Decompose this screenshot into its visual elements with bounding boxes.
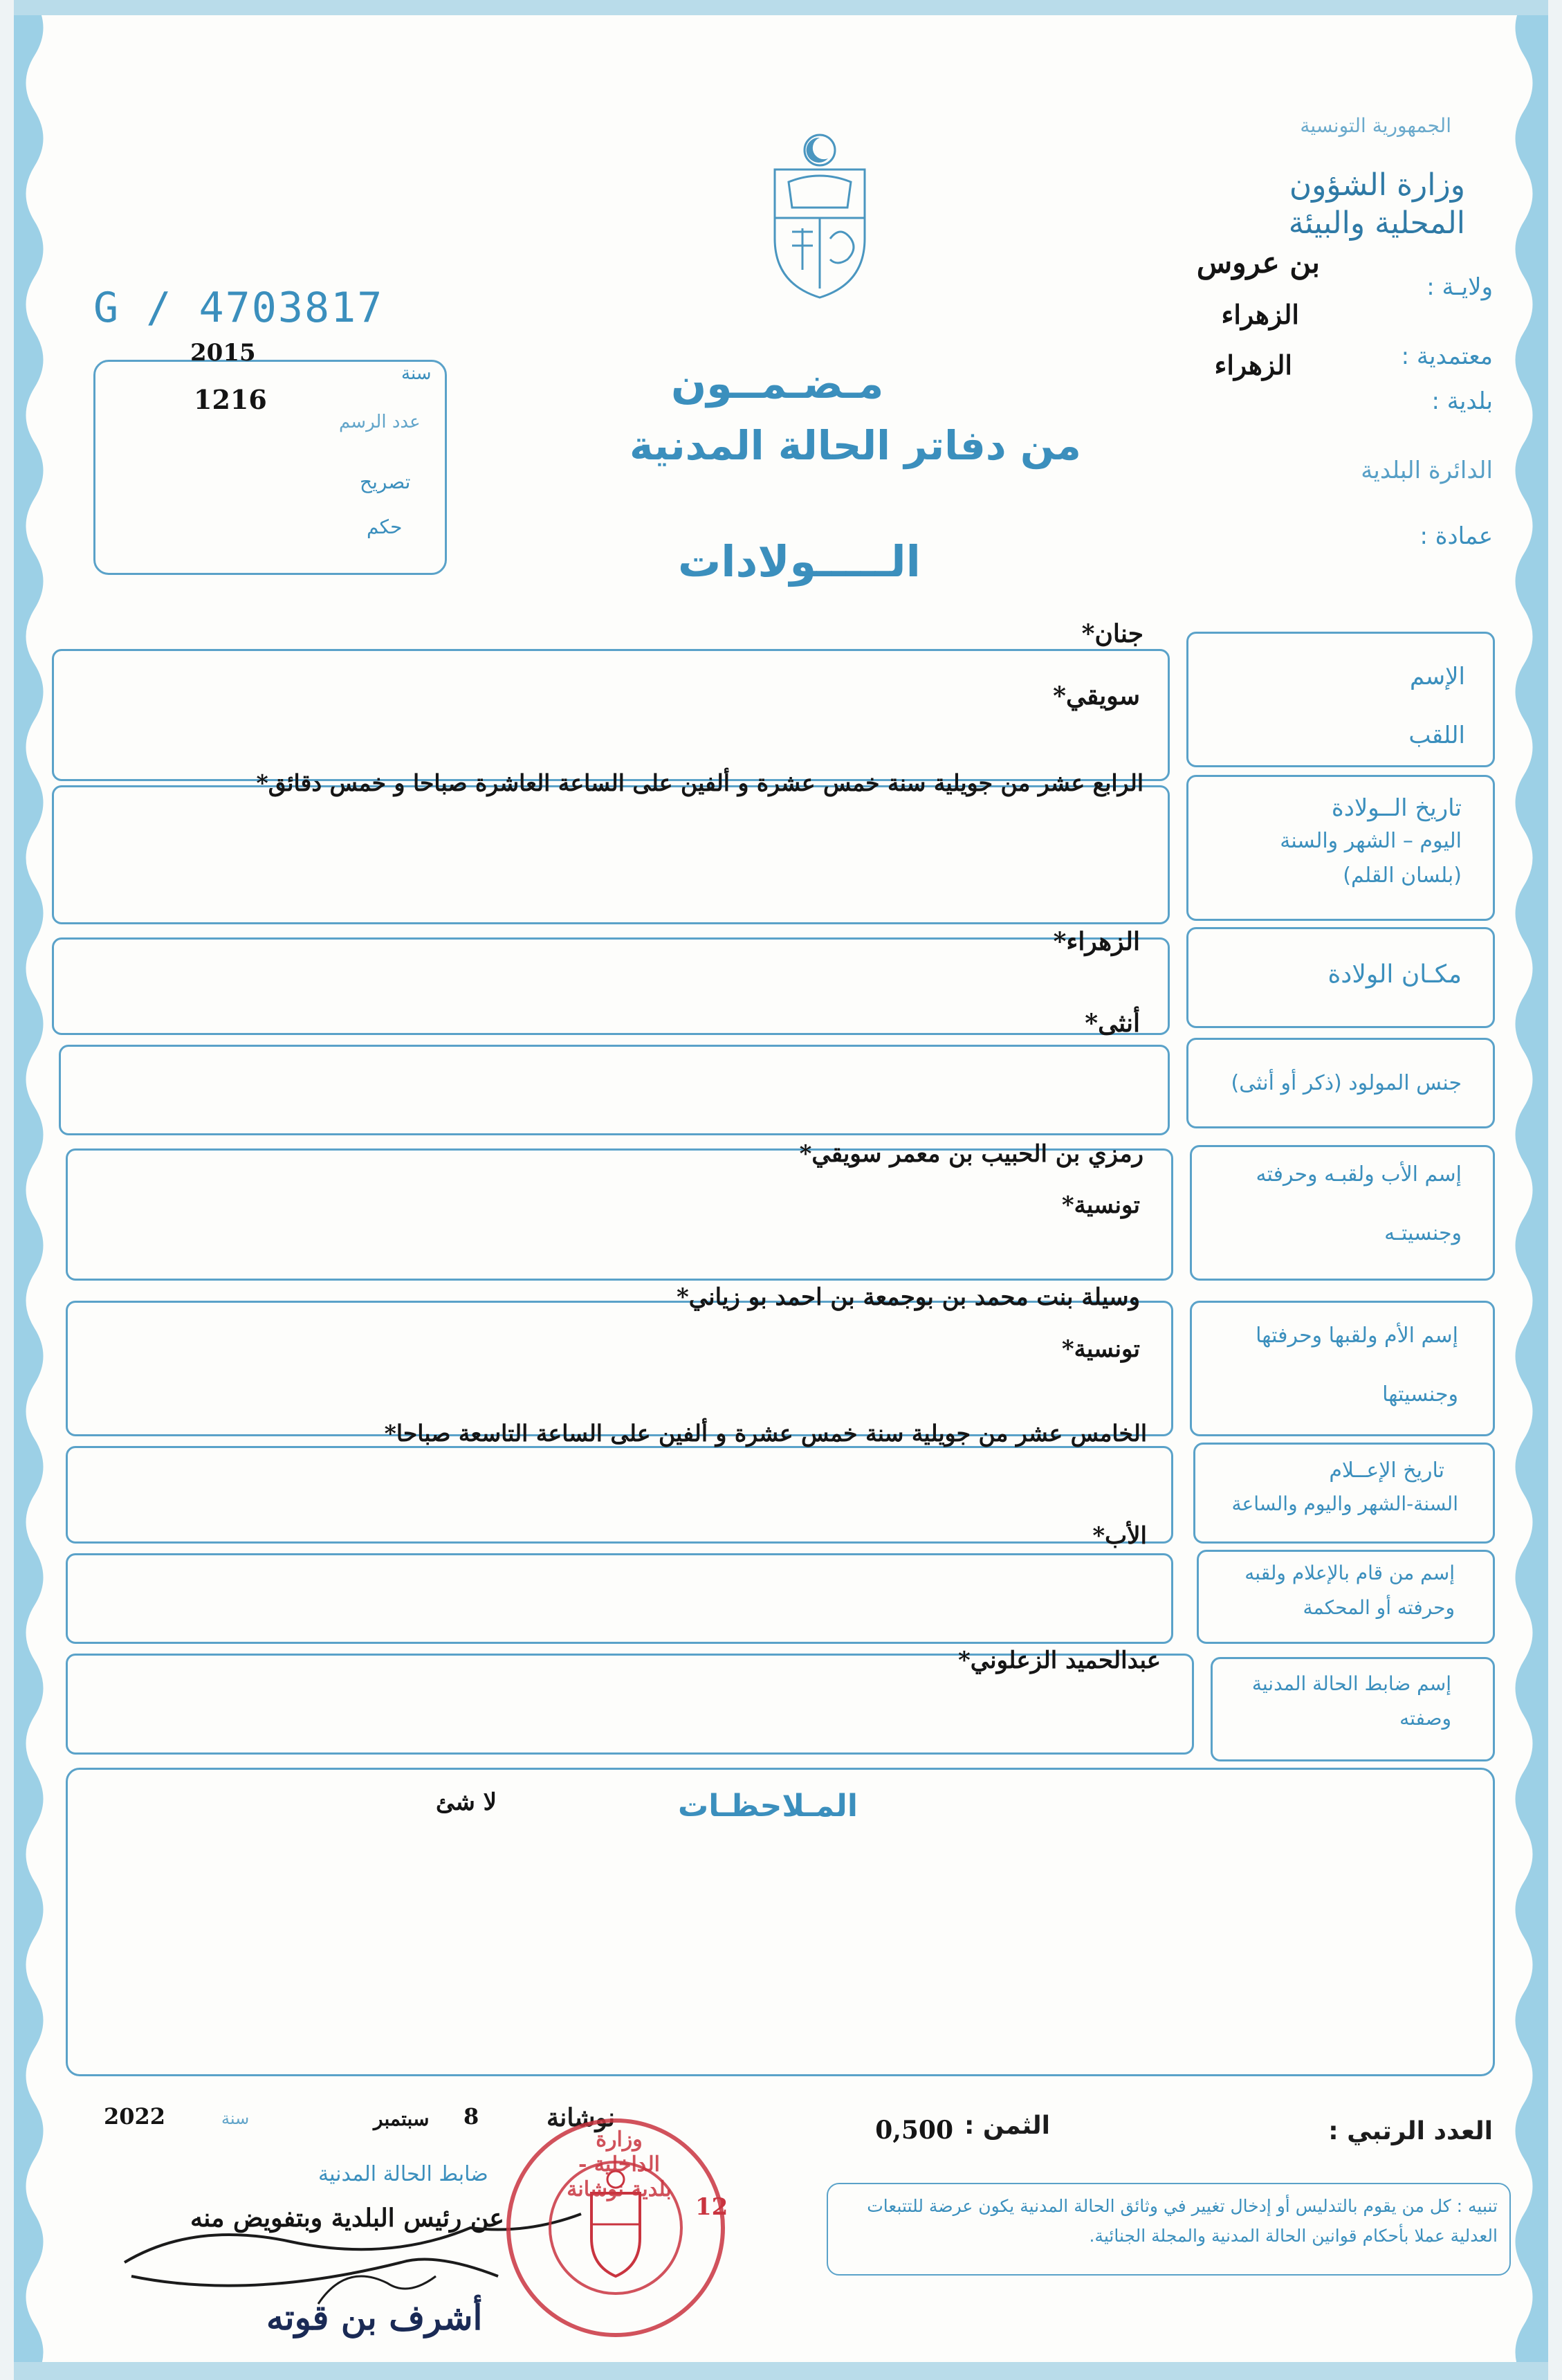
father-label-1: إسم الأب ولقبـه وحرفته	[1256, 1162, 1462, 1187]
footer-officer-title: ضابط الحالة المدنية	[318, 2162, 488, 2186]
serial-number: G / 4703817	[93, 284, 384, 332]
footer-price-label: الثمن :	[964, 2112, 1050, 2140]
officer-value: عبدالحميد الزعلوني*	[957, 1647, 1161, 1674]
stamp-number: 12	[695, 2193, 728, 2221]
father-value: رمزي بن الحبيب بن معمر سويقي*	[799, 1140, 1143, 1168]
birth-certificate-page	[14, 0, 1548, 2380]
declarant-label-1: إسم من قام بالإعلام ولقبه	[1244, 1562, 1455, 1584]
birth-place-value: الزهراء*	[1053, 927, 1140, 956]
mootamadia-label: معتمدية :	[1401, 342, 1493, 370]
footer-place-value: نوشانة	[546, 2103, 616, 2132]
register-year-value: 2015	[190, 339, 256, 367]
gender-value: أنثى*	[1085, 1009, 1140, 1038]
declaration-date-label-2: السنة-الشهر واليوم والساعة	[1231, 1492, 1458, 1515]
birth-date-label-3: (بلسان القلم)	[1343, 863, 1462, 888]
name-value-box	[52, 649, 1170, 781]
declarant-label-2: وحرفته أو المحكمة	[1303, 1596, 1455, 1619]
father-nationality: تونسية*	[1061, 1191, 1140, 1219]
republic-label: الجمهورية التونسية	[1300, 114, 1451, 137]
birth-date-label-2: اليوم – الشهر والسنة	[1280, 829, 1462, 853]
bottom-border-strip	[14, 2362, 1548, 2380]
stamp-text: وزارة الداخلية - بلدية نوشانة	[567, 2127, 672, 2202]
footer-month-value: سبتمبر	[374, 2107, 430, 2130]
register-judgment-label: حكم	[367, 515, 403, 538]
ministry-label: وزارة الشؤون المحلية والبيئة	[1288, 167, 1465, 241]
mother-value-box	[66, 1301, 1173, 1436]
name-label: الإسم	[1410, 663, 1465, 690]
declaration-date-value: الخامس عشر من جويلية سنة خمس عشرة و ألفين على الساعة التاسعة صباحا*	[384, 1420, 1147, 1447]
wilaya-label: ولايـة :	[1426, 273, 1493, 301]
footer-price-value: 0,500	[875, 2116, 953, 2145]
mootamadia-value: الزهراء	[1221, 299, 1299, 330]
surname-value: سويقي*	[1053, 681, 1140, 711]
officer-label-2: وصفته	[1399, 1707, 1451, 1730]
birth-date-value-box	[52, 785, 1170, 924]
declarant-value-box	[66, 1553, 1173, 1644]
mother-label-2: وجنسيتها	[1382, 1382, 1458, 1407]
birth-place-value-box	[52, 937, 1170, 1035]
register-box	[93, 360, 447, 575]
declarant-value: الأب*	[1092, 1522, 1147, 1550]
declaration-date-label-1: تاريخ الإعــلام	[1329, 1458, 1444, 1483]
right-wavy-border	[1500, 0, 1548, 2380]
remarks-value: لا شئ	[436, 1788, 497, 1816]
coat-of-arms-icon	[761, 128, 879, 301]
title-line2: من دفاتر الحالة المدنية	[630, 422, 1081, 469]
wilaya-value: بن عروس	[1196, 246, 1320, 280]
register-year-label: سنة	[401, 363, 432, 384]
footer-day-value: 8	[463, 2103, 479, 2130]
birth-date-label-1: تاريخ الــولادة	[1331, 794, 1462, 822]
father-label-2: وجنسيتـه	[1384, 1221, 1462, 1245]
gender-label: جنس المولود (ذكر أو أنثى)	[1231, 1071, 1462, 1095]
left-wavy-border	[14, 0, 55, 2380]
baladia-value: الزهراء	[1214, 349, 1292, 381]
declaration-date-value-box	[66, 1446, 1173, 1544]
register-number-label: عدد الرسم	[339, 412, 421, 432]
register-declaration-label: تصريح	[360, 470, 411, 493]
register-number-value: 1216	[194, 384, 267, 415]
footer-year-label: سنة	[221, 2109, 250, 2128]
surname-label: اللقب	[1408, 722, 1465, 749]
baladia-label: بلدية :	[1431, 387, 1493, 415]
top-border-strip	[14, 0, 1548, 15]
warning-text: تنبيه : كل من يقوم بالتدليس أو إدخال تغيير في وثائق الحالة المدنية يكون عرضة للتتبعات العدلية عملا بأحكام قوانين الحالة المدنية والمجلة الجنائية.	[867, 2196, 1498, 2246]
mother-value: وسيلة بنت محمد بن بوجمعة بن احمد بو زياني*	[677, 1283, 1140, 1311]
omada-label: عمادة :	[1419, 522, 1493, 550]
title-line3: الـــــولادات	[678, 536, 921, 587]
birth-date-value: الرابع عشر من جويلية سنة خمس عشرة و ألفين على الساعة العاشرة صباحا و خمس دقائق*	[256, 769, 1143, 796]
mother-nationality: تونسية*	[1061, 1335, 1140, 1363]
officer-label-1: إسم ضابط الحالة المدنية	[1251, 1672, 1451, 1695]
title-line1: مـضـمــون	[671, 360, 884, 408]
name-value: جنان*	[1081, 619, 1143, 648]
birth-place-label: مكـان الولادة	[1327, 960, 1462, 989]
footer-serial-label: العدد الرتبي :	[1328, 2117, 1493, 2145]
footer-year-value: 2022	[104, 2103, 166, 2130]
gender-value-box	[59, 1045, 1170, 1135]
mother-label-1: إسم الأم ولقبها وحرفتها	[1256, 1324, 1458, 1348]
footer-delegation: عن رئيس البلدية وبتفويض منه	[190, 2204, 504, 2233]
district-label: الدائرة البلدية	[1361, 457, 1493, 484]
remarks-label: المـلاحظـات	[678, 1788, 858, 1824]
father-value-box	[66, 1148, 1173, 1281]
footer-signer: أشرف بن قوته	[266, 2297, 483, 2338]
